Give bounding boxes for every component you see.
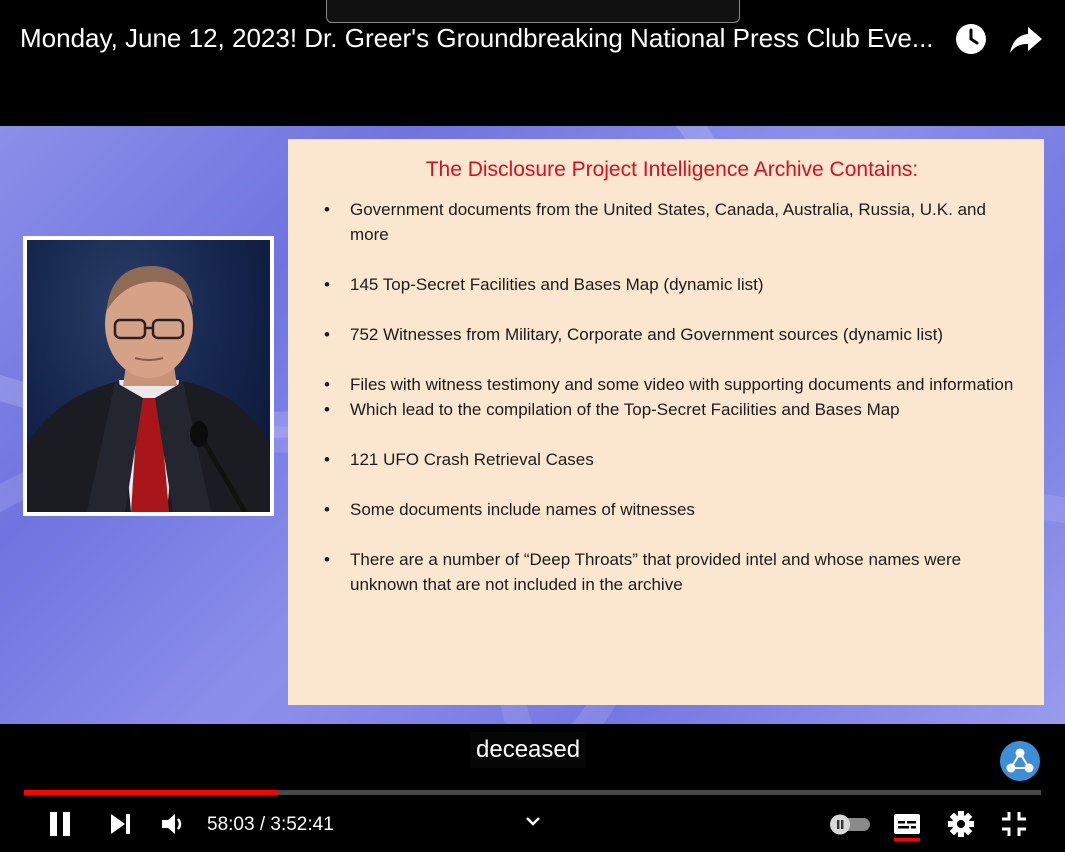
slide-bullet: • Files with witness testimony and some video with supporting documents and information: [324, 372, 1020, 397]
chevron-down-icon[interactable]: [524, 814, 542, 828]
slide-bullet: • 121 UFO Crash Retrieval Cases: [324, 447, 1020, 472]
slide-title: The Disclosure Project Intelligence Archive Contains:: [425, 158, 919, 181]
slide-bullet: • There are a number of “Deep Throats” that provided intel and whose names were unknown that are not included in the archive: [324, 547, 1020, 597]
slide-bullet: • Which lead to the compilation of the Top-Secret Facilities and Bases Map: [324, 397, 1020, 422]
time-separator: /: [254, 814, 271, 835]
top-overlay-tab: [326, 0, 740, 23]
channel-share-badge[interactable]: [1000, 741, 1040, 781]
next-icon[interactable]: [108, 812, 134, 836]
clock-icon[interactable]: [954, 22, 988, 56]
duration: 3:52:41: [270, 814, 334, 835]
network-icon: [1000, 741, 1040, 781]
slide-bullet-list: [324, 197, 1020, 597]
slide-bullet: • 752 Witnesses from Military, Corporate and Government sources (dynamic list): [324, 322, 1020, 347]
video-frame[interactable]: [0, 126, 1065, 724]
slide-bullet: • Some documents include names of witnesses: [324, 497, 1020, 522]
pause-icon[interactable]: [46, 810, 74, 838]
progress-bar[interactable]: [24, 790, 1041, 795]
slide-bullet: • Government documents from the United States, Canada, Australia, Russia, U.K. and more: [324, 197, 1020, 247]
current-time: 58:03: [207, 814, 255, 835]
video-title[interactable]: Monday, June 12, 2023! Dr. Greer's Groundbreaking National Press Club Eve...: [20, 23, 934, 53]
speaker-image: [27, 240, 270, 512]
time-display: [207, 813, 334, 837]
presentation-slide: [288, 139, 1044, 705]
autoplay-toggle-icon[interactable]: [828, 812, 872, 836]
slide-bullet: • 145 Top-Secret Facilities and Bases Map (dynamic list): [324, 272, 1020, 297]
speaker-inset: [23, 236, 274, 516]
exit-fullscreen-icon[interactable]: [1000, 810, 1028, 838]
volume-icon[interactable]: [160, 812, 186, 836]
subtitles-icon[interactable]: [892, 810, 922, 842]
share-icon[interactable]: [1008, 22, 1042, 56]
progress-played: [24, 790, 278, 795]
settings-gear-icon[interactable]: [947, 810, 975, 838]
closed-caption: deceased: [470, 732, 586, 768]
